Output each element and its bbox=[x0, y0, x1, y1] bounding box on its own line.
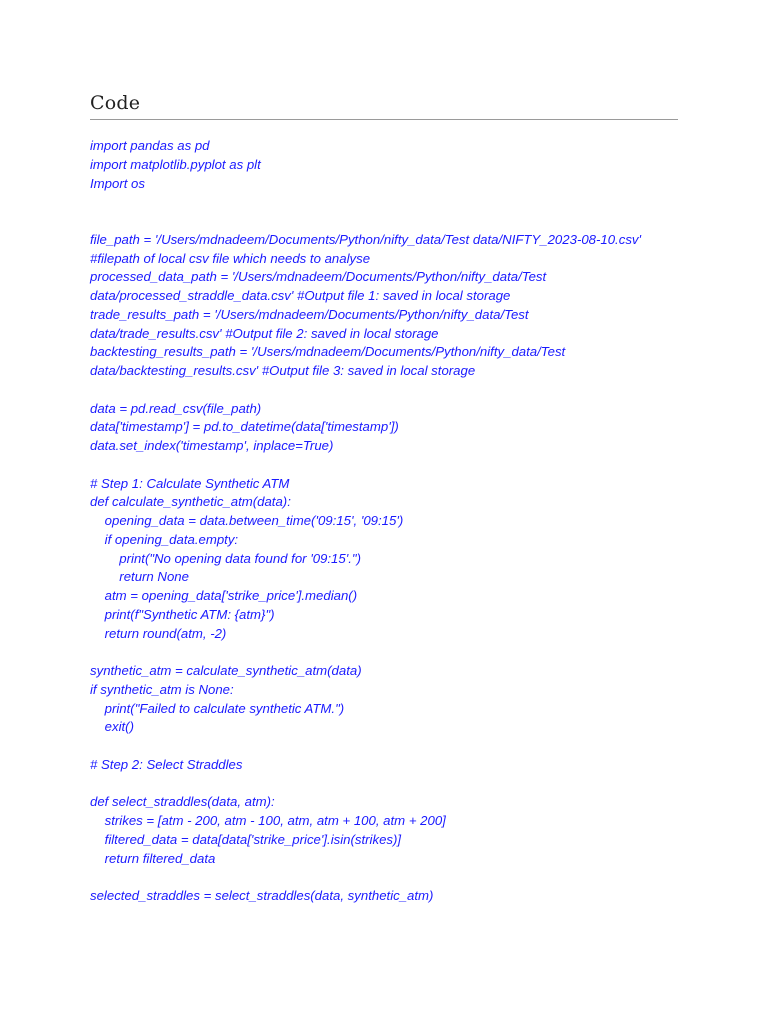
code-line: opening_data = data.between_time('09:15', '09:15') bbox=[90, 513, 404, 528]
code-line: data/backtesting_results.csv' #Output file 3: saved in local storage bbox=[90, 363, 476, 378]
code-line: def select_straddles(data, atm): bbox=[90, 794, 275, 810]
code-line: data['timestamp'] = pd.to_datetime(data['timestamp']) bbox=[90, 419, 399, 435]
code-line: data/trade_results.csv' #Output file 2: saved in local storage bbox=[90, 325, 439, 341]
code-line: print("Failed to calculate synthetic ATM.") bbox=[90, 700, 345, 716]
code-line: data = pd.read_csv(file_path) bbox=[90, 400, 262, 416]
code-line: strikes = [atm - 200, atm - 100, atm, atm + 100, atm + 200] bbox=[90, 813, 446, 828]
code-line: def calculate_synthetic_atm(data): bbox=[90, 494, 291, 510]
code-line: file_path = '/Users/mdnadeem/Documents/Python/nifty_data/Test data/NIFTY_2023-08-10.csv' bbox=[90, 231, 642, 247]
code-line: data/processed_straddle_data.csv' #Output file 1: saved in local storage bbox=[90, 288, 511, 303]
code-line: exit() bbox=[90, 719, 134, 735]
code-line bbox=[90, 456, 690, 475]
code-line: #filepath of local csv file which needs to analyse bbox=[90, 250, 371, 266]
code-line: print("No opening data found for '09:15'.") bbox=[90, 550, 361, 566]
code-line: return None bbox=[90, 569, 189, 585]
code-line: trade_results_path = '/Users/mdnadeem/Documents/Python/nifty_data/Test bbox=[90, 306, 529, 322]
section-heading: Code bbox=[90, 92, 141, 114]
code-line: return round(atm, -2) bbox=[90, 625, 227, 641]
code-line: processed_data_path = '/Users/mdnadeem/Documents/Python/nifty_data/Test bbox=[90, 269, 547, 285]
code-line: import matplotlib.pyplot as plt bbox=[90, 156, 261, 172]
code-block bbox=[90, 137, 690, 906]
code-line: data.set_index('timestamp', inplace=True) bbox=[90, 438, 334, 453]
code-line bbox=[90, 212, 690, 231]
code-line bbox=[90, 775, 690, 794]
code-line: atm = opening_data['strike_price'].median() bbox=[90, 588, 358, 603]
code-line: filtered_data = data[data['strike_price'].isin(strikes)] bbox=[90, 831, 402, 847]
code-line: # Step 2: Select Straddles bbox=[90, 756, 243, 772]
code-line: import pandas as pd bbox=[90, 138, 210, 153]
code-line: print(f"Synthetic ATM: {atm}") bbox=[90, 606, 275, 622]
code-line: backtesting_results_path = '/Users/mdnadeem/Documents/Python/nifty_data/Test bbox=[90, 344, 566, 360]
code-line: # Step 1: Calculate Synthetic ATM bbox=[90, 475, 290, 491]
code-line bbox=[90, 193, 690, 212]
code-line: return filtered_data bbox=[90, 850, 216, 866]
code-line: if synthetic_atm is None: bbox=[90, 681, 234, 697]
code-line: selected_straddles = select_straddles(data, synthetic_atm) bbox=[90, 888, 434, 903]
code-line: if opening_data.empty: bbox=[90, 531, 239, 547]
heading-divider bbox=[90, 119, 678, 120]
code-line bbox=[90, 643, 690, 662]
code-line bbox=[90, 868, 690, 887]
code-line: Import os bbox=[90, 175, 145, 191]
code-line bbox=[90, 381, 690, 400]
code-line: synthetic_atm = calculate_synthetic_atm(data) bbox=[90, 663, 362, 678]
code-line bbox=[90, 737, 690, 756]
